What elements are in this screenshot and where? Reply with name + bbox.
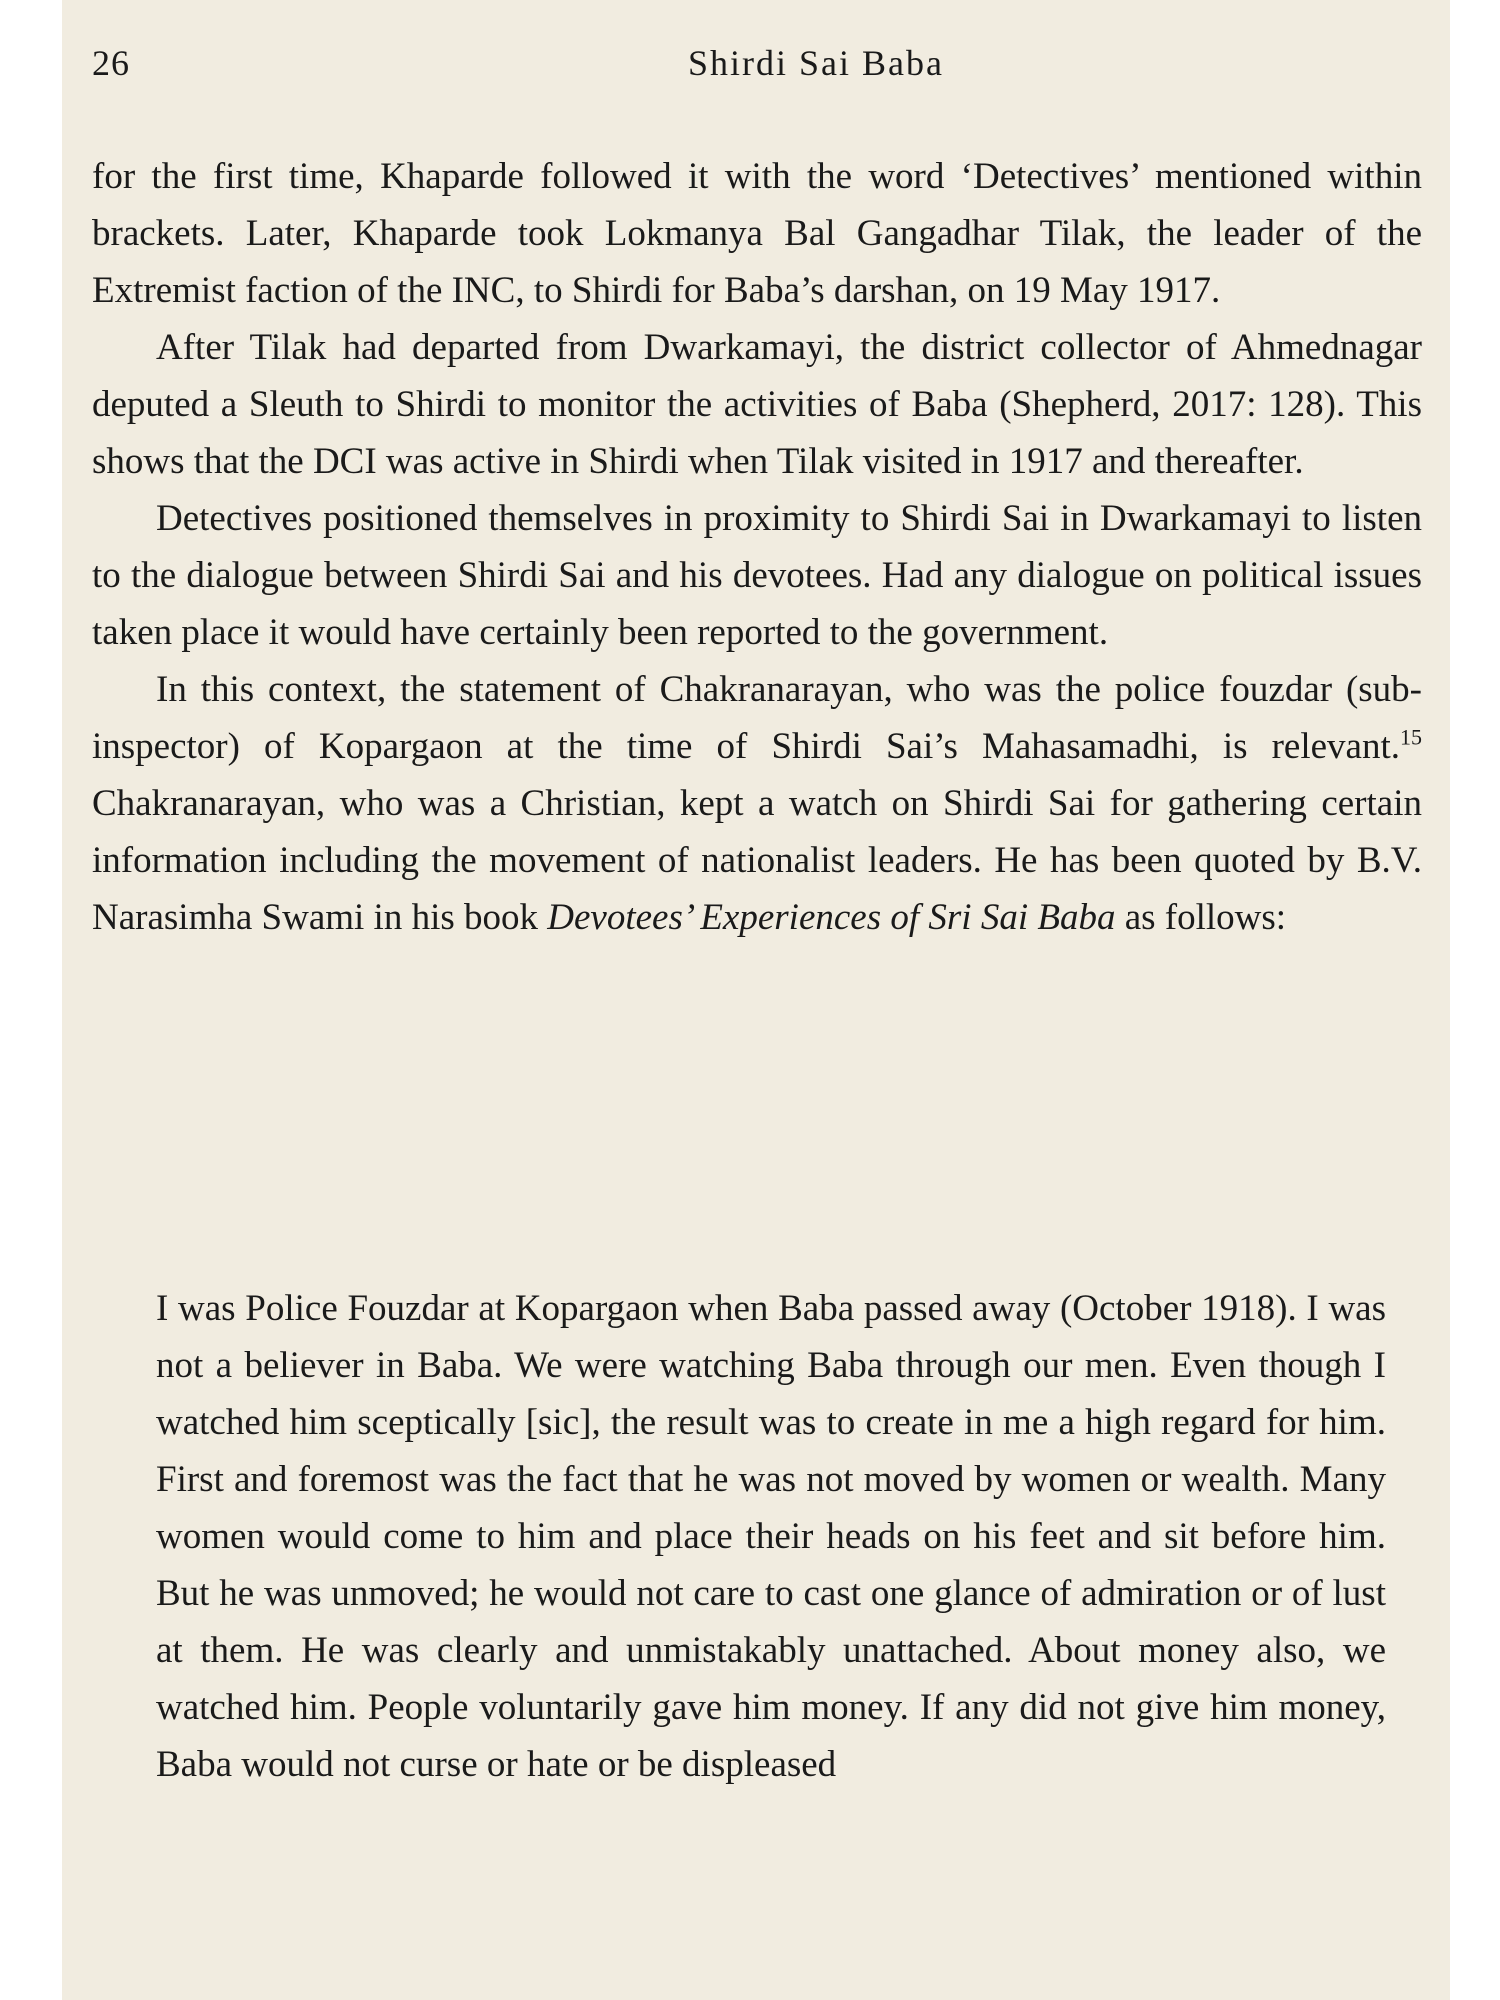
book-page — [62, 0, 1450, 2000]
paragraph-4 — [92, 661, 1422, 946]
paragraph-4-text-b: Chakranarayan, who was a Christian, kept a watch on Shirdi Sai for gathering certain information including the movement of nationalist leaders. He has been quoted by B.V. Narasimha Swami in his book — [92, 783, 1422, 938]
paragraph-4-text-a: In this context, the statement of Chakranarayan, who was the police fouzdar (sub-inspector) of Kopargaon at the time of Shirdi Sai’s Mahasamadhi, is relevant. — [92, 669, 1422, 767]
quote-text: I was Police Fouzdar at Kopargaon when Baba passed away (October 1918). I was not a believer in Baba. We were watching Baba through our men. Even though I watched him sceptically [sic], the result was to create in me a high regard for him. First and foremost was the fact that he was not moved by women or wealth. Many women would come to him and place their heads on his feet and sit before him. But he was unmoved; he would not care to cast one glance of admiration or of lust at them. He was clearly and unmistakably unattached. About money also, we watched him. People voluntarily gave him money. If any did not give him money, Baba would not curse or hate or be displeased — [156, 1288, 1386, 1785]
footnote-marker: 15 — [1400, 724, 1422, 750]
cited-book-title: Devotees’ Experiences of Sri Sai Baba — [547, 897, 1116, 938]
block-quote — [156, 1280, 1386, 1793]
paragraph-4-text-c: as follows: — [1115, 897, 1287, 938]
running-head — [92, 42, 1420, 92]
page-number: 26 — [92, 43, 130, 83]
paragraph-2: After Tilak had departed from Dwarkamayi, the district collector of Ahmednagar deputed a Sleuth to Shirdi to monitor the activities of Baba (Shepherd, 2017: 128). This shows that the DCI was active in Shirdi when Tilak visited in 1917 and thereafter. — [92, 327, 1422, 482]
paragraph-3: Detectives positioned themselves in proximity to Shirdi Sai in Dwarkamayi to listen to the dialogue between Shirdi Sai and his devotees. Had any dialogue on political issues taken place it would have certainly been reported to the government. — [92, 498, 1422, 653]
book-title: Shirdi Sai Baba — [688, 43, 944, 83]
paragraph-1: for the first time, Khaparde followed it with the word ‘Detectives’ mentioned within brackets. Later, Khaparde took Lokmanya Bal Gangadhar Tilak, the leader of the Extremist faction of the INC, to Shirdi for Baba’s darshan, on 19 May 1917. — [92, 156, 1422, 311]
body-text — [92, 148, 1422, 946]
